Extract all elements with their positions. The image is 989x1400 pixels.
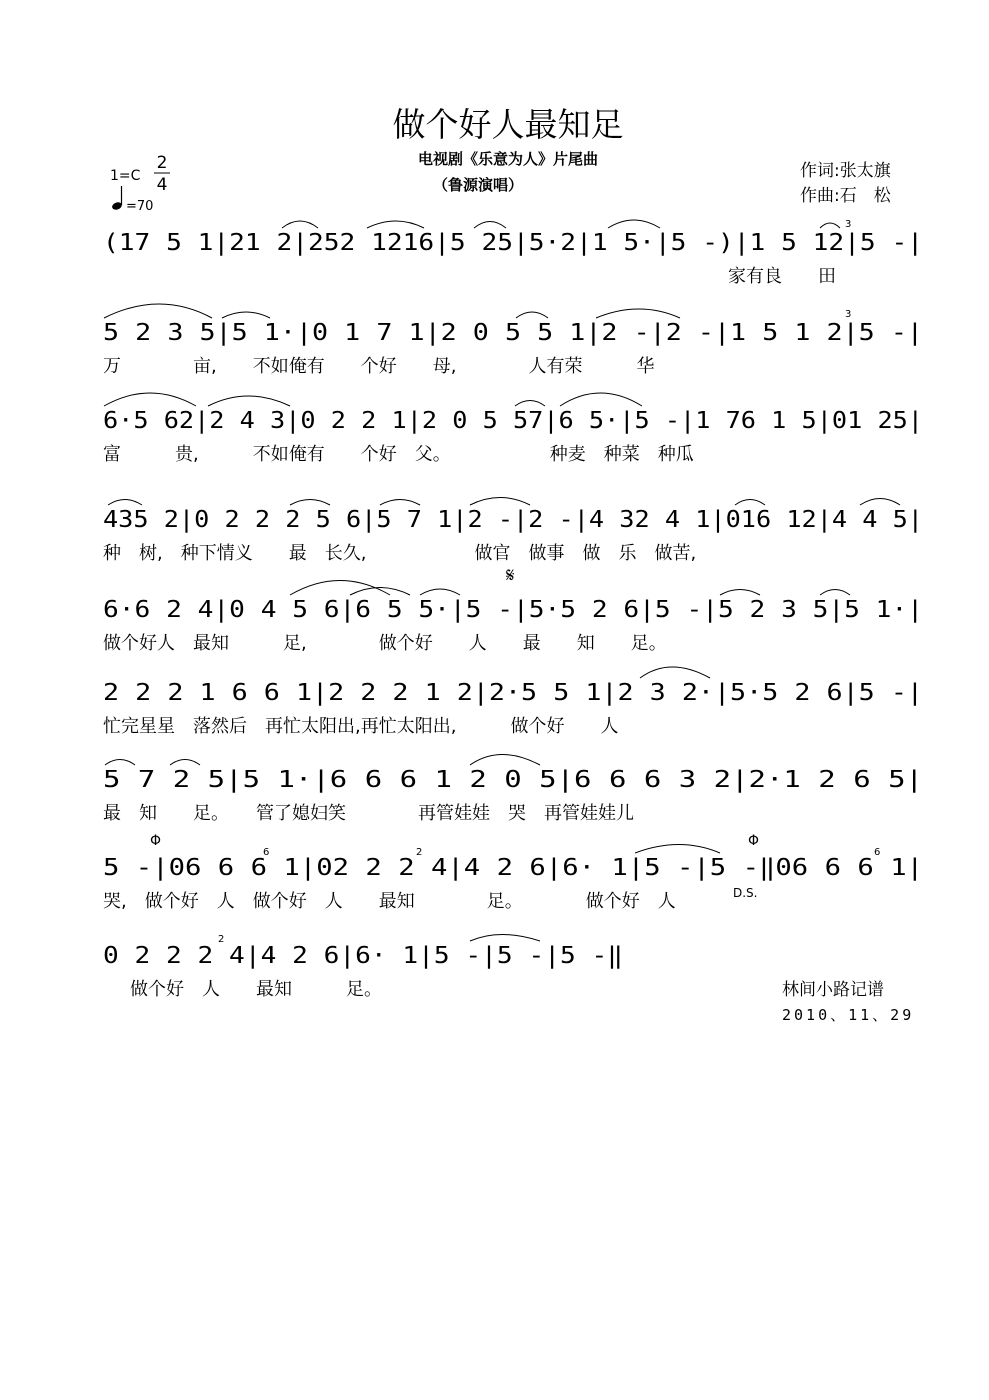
grace-note-2: 2 [416, 847, 423, 858]
grace-note-6: 6 [874, 847, 881, 858]
lyrics-line: 做个好 人 最知 足。 [112, 979, 382, 1000]
notation-line: 5 7 2 5|5 1·|6 6 6 1 2 0 5|6 6 6 3 2|2·1 2 6 5| [103, 767, 923, 793]
lyricist-credit: 作词:张太旗 [800, 161, 891, 181]
tempo-marking: =70 [126, 199, 154, 214]
page-title: 做个好人最知足 [392, 105, 624, 144]
grace-note-2: 2 [218, 934, 225, 945]
notation-line: 6·6 2 4|0 4 5 6|6 5 5·|5 -|5·5 2 6|5 -|5 2 3 5|5 1·| [103, 597, 923, 623]
subtitle: 电视剧《乐意为人》片尾曲 [417, 150, 599, 168]
coda-mark: Φ [150, 833, 162, 849]
time-signature-numerator: 2 [156, 153, 168, 173]
grace-note-6: 6 [263, 847, 270, 858]
notation-line: 5 2 3 5|5 1·|0 1 7 1|2 0 5 5 1|2 -|2 -|1 5 1 2|5 -| [103, 320, 924, 346]
lyrics-line: 哭, 做个好 人 做个好 人 最知 足。 做个好 人 [103, 891, 676, 912]
lyrics-line: 最 知 足。 管了媳妇笑 再管娃娃 哭 再管娃娃儿 [103, 803, 634, 824]
notation-line: (17 5 1|21 2|252 1216|5 25|5·2|1 5·|5 -)|1 5 12|5 -| [103, 230, 923, 256]
grace-note-3: 3 [845, 309, 852, 320]
notation-line: 2 2 2 1 6 6 1|2 2 2 1 2|2·5 5 1|2 3 2·|5·5 2 6|5 -| [103, 680, 924, 706]
key-signature: 1=C [110, 168, 141, 184]
notation-line: 6·5 62|2 4 3|0 2 2 1|2 0 5 57|6 5·|5 -|1 76 1 5|01 25| [103, 408, 923, 434]
lyrics-line: 忙完星星 落然后 再忙太阳出,再忙太阳出, 做个好 人 [103, 716, 619, 737]
lyrics-line: 万 亩, 不如俺有 个好 母, 人有荣 华 [103, 356, 655, 377]
lyrics-line: 富 贵, 不如俺有 个好 父。 种麦 种菜 种瓜 [103, 444, 694, 465]
notation-line: 5 -|06 6 6 1|02 2 2 4|4 2 6|6· 1|5 -|5 -‖06 6 6 1| [103, 855, 923, 881]
segno-mark: 𝄋 [506, 563, 515, 587]
grace-note-3: 3 [845, 219, 852, 230]
lyrics-line: 种 树, 种下情义 最 长久, 做官 做事 做 乐 做苦, [103, 543, 697, 564]
time-signature-denominator: 4 [156, 175, 168, 195]
transcriber-credit: 林间小路记谱 [782, 980, 884, 1000]
coda-mark: Φ [748, 833, 760, 849]
transcription-date: 2010、11、29 [782, 1006, 915, 1024]
lyrics-line: 家有良 田 [728, 266, 836, 287]
composer-credit: 作曲:石 松 [800, 186, 891, 206]
notation-line: 0 2 2 2 4|4 2 6|6· 1|5 -|5 -|5 -‖ [103, 943, 623, 969]
performer-credit: （鲁源演唱） [432, 176, 524, 194]
notation-line: 435 2|0 2 2 2 5 6|5 7 1|2 -|2 -|4 32 4 1|016 12|4 4 5| [103, 507, 923, 533]
lyrics-line: 做个好人 最知 足, 做个好 人 最 知 足。 [103, 633, 667, 654]
dal-segno-mark: D.S. [733, 886, 758, 900]
